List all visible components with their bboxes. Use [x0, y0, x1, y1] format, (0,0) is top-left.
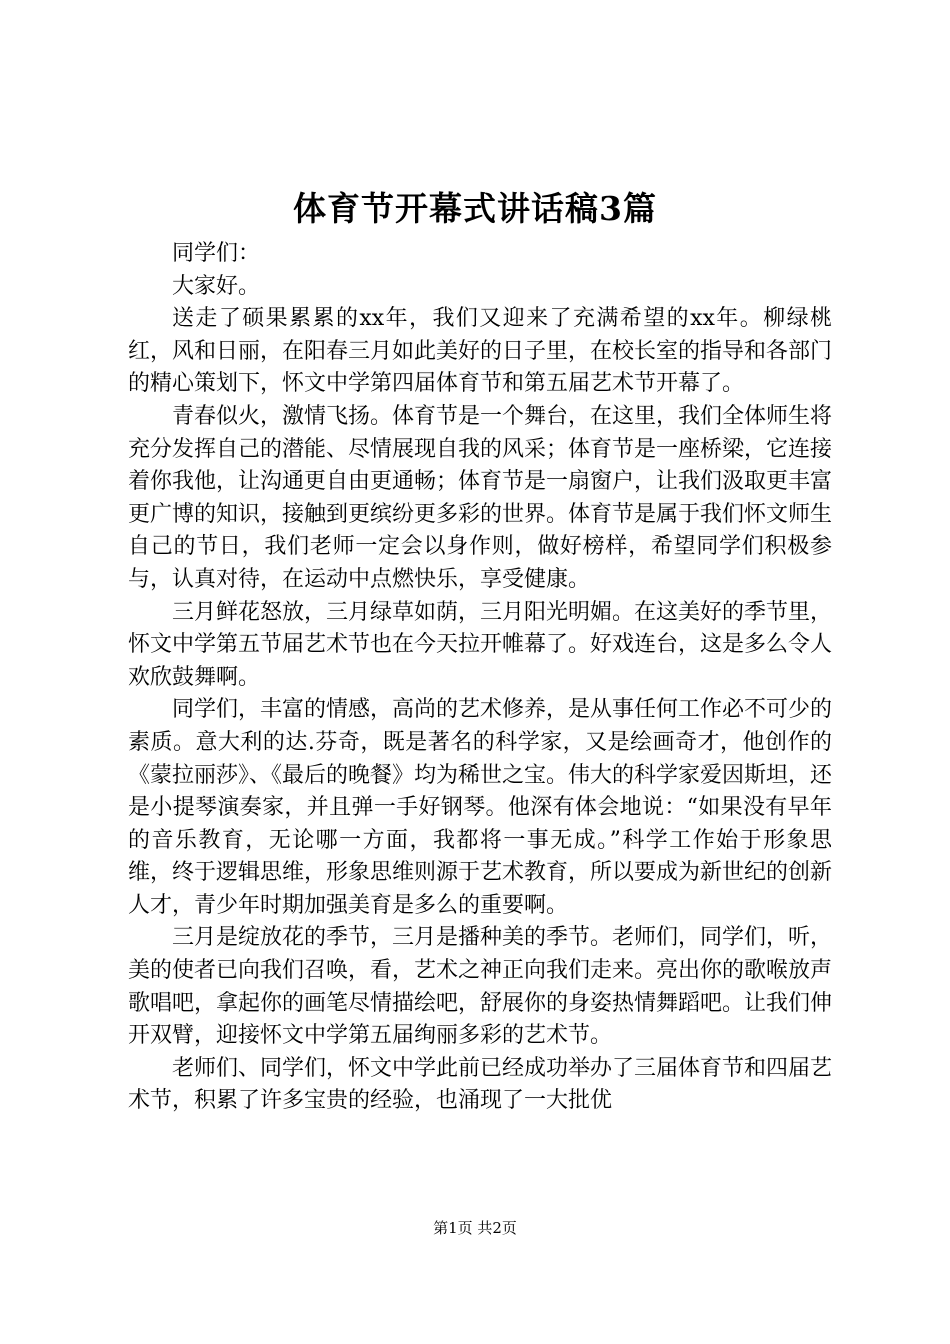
document-title: 体育节开幕式讲话稿3篇	[293, 189, 657, 228]
body-paragraph: 送走了硕果累累的xx年，我们又迎来了充满希望的xx年。柳绿桃红，风和日丽，在阳春三月如此美好的日子里，在校长室的指导和各部门的精心策划下，怀文中学第四届体育节和第五届艺术节开幕了。	[128, 306, 833, 397]
body-paragraph: 青春似火，激情飞扬。体育节是一个舞台，在这里，我们全体师生将充分发挥自己的潜能、尽情展现自我的风采；体育节是一座桥梁，它连接着你我他，让沟通更自由更通畅；体育节是一扇窗户，让我们汲取更丰富更广博的知识，接触到更缤纷更多彩的世界。体育节是属于我们怀文师生自己的节日，我们老师一定会以身作则，做好榜样，希望同学们积极参与，认真对待，在运动中点燃快乐，享受健康。	[128, 403, 833, 592]
body-paragraph: 同学们，丰富的情感，高尚的艺术修养，是从事任何工作必不可少的素质。意大利的达.芬奇，既是著名的科学家，又是绘画奇才，他创作的《蒙拉丽莎》、《最后的晚餐》均为稀世之宝。伟大的科学家爱因斯坦，还是小提琴演奏家，并且弹一手好钢琴。他深有体会地说：“如果没有早年的音乐教育，无论哪一方面，我都将一事无成。”科学工作始于形象思维，终于逻辑思维，形象思维则源于艺术教育，所以要成为新世纪的创新人才，青少年时期加强美育是多么的重要啊。	[128, 697, 833, 918]
body-paragraph: 老师们、同学们，怀文中学此前已经成功举办了三届体育节和四届艺术节，积累了许多宝贵的经验，也涌现了一大批优	[128, 1055, 833, 1114]
document-body	[128, 238, 832, 1118]
body-paragraph: 三月鲜花怒放，三月绿草如荫，三月阳光明媚。在这美好的季节里，怀文中学第五节届艺术节也在今天拉开帷幕了。好戏连台，这是多么令人欢欣鼓舞啊。	[128, 599, 833, 690]
body-paragraph: 三月是绽放花的季节，三月是播种美的季节。老师们，同学们，听，美的使者已向我们召唤，看，艺术之神正向我们走来。亮出你的歌喉放声歌唱吧，拿起你的画笔尽情描绘吧，舒展你的身姿热情舞蹈吧。让我们伸开双臂，迎接怀文中学第五届绚丽多彩的艺术节。	[128, 925, 833, 1049]
page-footer: 第1页 共2页	[433, 1219, 517, 1237]
greeting-paragraph: 大家好。	[172, 273, 261, 299]
salutation-paragraph: 同学们：	[172, 241, 261, 266]
